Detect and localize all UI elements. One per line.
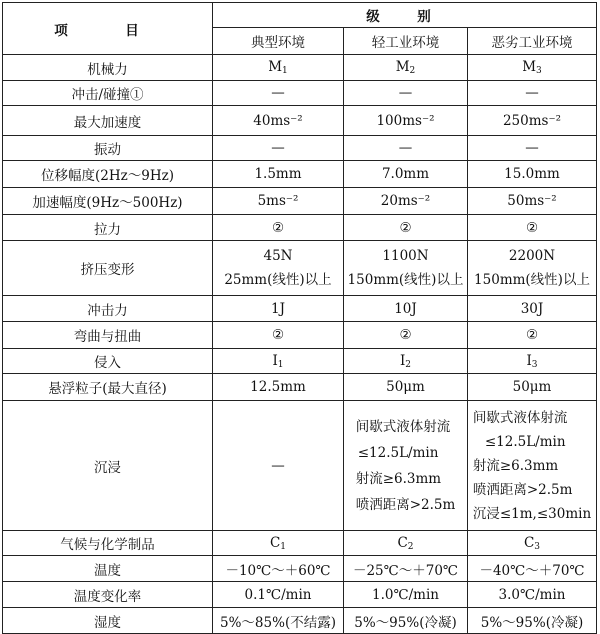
table-row	[3, 136, 597, 161]
table-row	[3, 215, 597, 241]
table-row	[3, 241, 597, 296]
cell-typical: 12.5mm	[213, 374, 344, 401]
cell-typical: ②	[213, 322, 344, 349]
cell-typical: 1.5mm	[213, 161, 344, 188]
cell-light: —	[344, 136, 468, 161]
cell-typical: 5ms⁻²	[213, 188, 344, 215]
cell-harsh: $C_3$	[468, 531, 597, 556]
cell-harsh: —	[468, 136, 597, 161]
cell-typical: —	[213, 81, 344, 106]
cell-harsh: 250ms⁻²	[468, 106, 597, 136]
cell-typical: $C_1$	[213, 531, 344, 556]
cell-typical: —	[213, 136, 344, 161]
cell-harsh: 5%～95%(冷凝)	[468, 608, 597, 634]
table-row	[3, 556, 597, 582]
row-label: 拉力	[3, 215, 213, 241]
cell-light: 7.0mm	[344, 161, 468, 188]
cell-harsh: －40℃～＋70℃	[468, 556, 597, 582]
environment-spec-table	[2, 2, 597, 634]
cell-typical: －10℃～＋60℃	[213, 556, 344, 582]
cell-harsh: $I_3$	[468, 349, 597, 374]
row-label: 悬浮粒子(最大直径)	[3, 374, 213, 401]
header-item: 项 目	[3, 3, 213, 55]
table-row	[3, 401, 597, 531]
table-row	[3, 81, 597, 106]
cell-typical: $M_1$	[213, 55, 344, 81]
table-row	[3, 296, 597, 322]
row-label: 挤压变形	[3, 241, 213, 296]
table-row	[3, 161, 597, 188]
row-label: 侵入	[3, 349, 213, 374]
table-row	[3, 608, 597, 634]
table-row	[3, 349, 597, 374]
table-row	[3, 55, 597, 81]
row-label: 振动	[3, 136, 213, 161]
cell-harsh: 2200N 150mm(线性)以上	[468, 241, 597, 296]
cell-light: 间歇式液体射流 ≤12.5L/min 射流≥6.3mm 喷洒距离>2.5m	[344, 401, 468, 531]
table-row	[3, 322, 597, 349]
cell-light: ②	[344, 215, 468, 241]
cell-light: —	[344, 81, 468, 106]
table-row	[3, 531, 597, 556]
row-label: 温度变化率	[3, 582, 213, 608]
row-label: 温度	[3, 556, 213, 582]
row-label: 气候与化学制品	[3, 531, 213, 556]
row-label: 冲击/碰撞①	[3, 81, 213, 106]
cell-harsh: 50ms⁻²	[468, 188, 597, 215]
cell-light: ②	[344, 322, 468, 349]
header-level: 级 别	[213, 3, 597, 28]
cell-light: $C_2$	[344, 531, 468, 556]
cell-typical: 1J	[213, 296, 344, 322]
table-row	[3, 188, 597, 215]
cell-typical: —	[213, 401, 344, 531]
cell-typical: ②	[213, 215, 344, 241]
cell-typical: 40ms⁻²	[213, 106, 344, 136]
cell-harsh: 50μm	[468, 374, 597, 401]
cell-light: 50μm	[344, 374, 468, 401]
cell-light: $M_2$	[344, 55, 468, 81]
cell-light: 1100N 150mm(线性)以上	[344, 241, 468, 296]
cell-typical: $I_1$	[213, 349, 344, 374]
cell-light: $I_2$	[344, 349, 468, 374]
cell-harsh: $M_3$	[468, 55, 597, 81]
cell-harsh: ②	[468, 322, 597, 349]
cell-harsh: 3.0℃/min	[468, 582, 597, 608]
cell-typical: 0.1℃/min	[213, 582, 344, 608]
cell-light: －25℃～＋70℃	[344, 556, 468, 582]
spec-table-container	[2, 2, 597, 634]
cell-light: 100ms⁻²	[344, 106, 468, 136]
cell-light: 1.0℃/min	[344, 582, 468, 608]
cell-harsh: 15.0mm	[468, 161, 597, 188]
row-label: 弯曲与扭曲	[3, 322, 213, 349]
cell-light: 20ms⁻²	[344, 188, 468, 215]
row-label: 加速幅度(9Hz～500Hz)	[3, 188, 213, 215]
cell-harsh: 间歇式液体射流 ≤12.5L/min 射流≥6.3mm 喷洒距离>2.5m 沉浸≤1m,≤30min	[468, 401, 597, 531]
header-typical: 典型环境	[213, 28, 344, 55]
row-label: 位移幅度(2Hz～9Hz)	[3, 161, 213, 188]
row-label: 最大加速度	[3, 106, 213, 136]
cell-typical: 45N 25mm(线性)以上	[213, 241, 344, 296]
header-harsh-industry: 恶劣工业环境	[468, 28, 597, 55]
row-label: 冲击力	[3, 296, 213, 322]
header-row-level	[3, 3, 597, 28]
cell-harsh: —	[468, 81, 597, 106]
header-light-industry: 轻工业环境	[344, 28, 468, 55]
cell-harsh: ②	[468, 215, 597, 241]
cell-harsh: 30J	[468, 296, 597, 322]
cell-typical: 5%～85%(不结露)	[213, 608, 344, 634]
cell-light: 5%～95%(冷凝)	[344, 608, 468, 634]
table-row	[3, 374, 597, 401]
table-row	[3, 106, 597, 136]
row-label: 机械力	[3, 55, 213, 81]
cell-light: 10J	[344, 296, 468, 322]
row-label: 沉浸	[3, 401, 213, 531]
table-row	[3, 582, 597, 608]
row-label: 湿度	[3, 608, 213, 634]
